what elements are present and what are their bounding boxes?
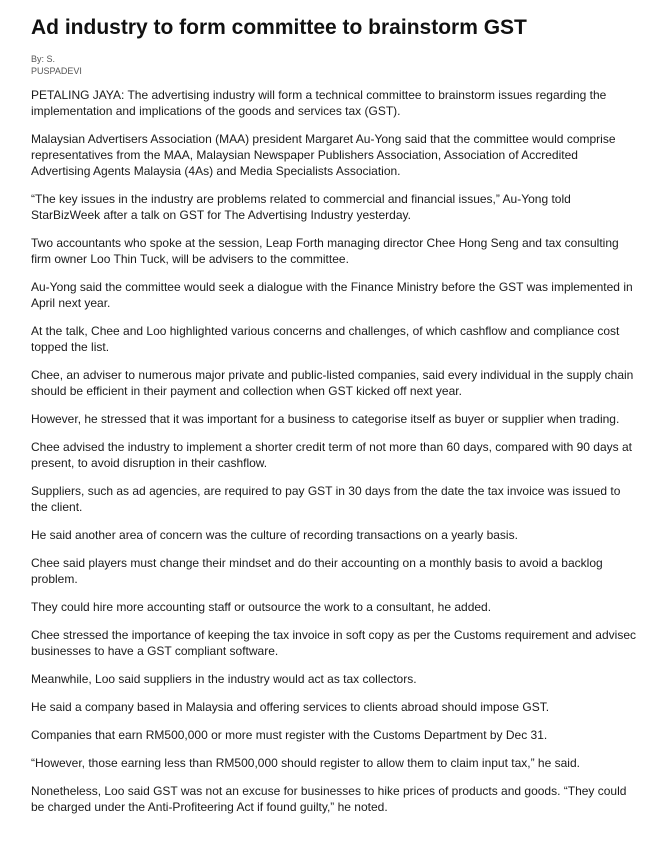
article-paragraph [31,411,659,427]
paragraph-line: Chee, an adviser to numerous major private and public-listed companies, said every individual in the supply chain [31,368,634,382]
article-paragraph [31,235,659,267]
paragraph-line: representatives from the MAA, Malaysian Newspaper Publishers Association, Association of Accredited [31,148,578,162]
paragraph-line: April next year. [31,296,111,310]
paragraph-line: firm owner Loo Thin Tuck, will be advisers to the committee. [31,252,349,266]
paragraph-line: topped the list. [31,340,110,354]
paragraph-line: Au-Yong said the committee would seek a dialogue with the Finance Ministry before the GST was implemented in [31,280,633,294]
paragraph-line: should be efficient in their payment and collection when GST kicked off next year. [31,384,462,398]
article-paragraph [31,87,659,119]
article-paragraph [31,527,659,543]
paragraph-line: “However, those earning less than RM500,000 should register to allow them to claim input tax,” he said. [31,756,580,770]
article-paragraph [31,439,659,471]
article-paragraph [31,755,659,771]
article-paragraph [31,727,659,743]
paragraph-line: Meanwhile, Loo said suppliers in the industry would act as tax collectors. [31,672,417,686]
paragraph-line: problem. [31,572,78,586]
paragraph-line: Malaysian Advertisers Association (MAA) president Margaret Au-Yong said that the committee would comprise [31,132,616,146]
paragraph-line: He said a company based in Malaysia and offering services to clients abroad should impose GST. [31,700,550,714]
paragraph-line: Chee advised the industry to implement a shorter credit term of not more than 60 days, compared with 90 days at [31,440,632,454]
paragraph-line: However, he stressed that it was important for a business to categorise itself as buyer or supplier when trading. [31,412,620,426]
paragraph-line: Chee stressed the importance of keeping the tax invoice in soft copy as per the Customs requirement and advisec [31,628,636,642]
byline-prefix: By: S. [31,54,56,64]
byline [31,53,659,77]
paragraph-line: Companies that earn RM500,000 or more must register with the Customs Department by Dec 31. [31,728,548,742]
paragraph-line: “The key issues in the industry are problems related to commercial and financial issues,” Au-Yong told [31,192,571,206]
article-body [31,87,659,815]
paragraph-line: businesses to have a GST compliant software. [31,644,279,658]
paragraph-line: He said another area of concern was the culture of recording transactions on a yearly basis. [31,528,518,542]
article-headline: Ad industry to form committee to brainstorm GST [31,16,527,39]
paragraph-line: StarBizWeek after a talk on GST for The Advertising Industry yesterday. [31,208,411,222]
article-paragraph [31,599,659,615]
paragraph-line: Nonetheless, Loo said GST was not an excuse for businesses to hike prices of products and goods. “They could [31,784,627,798]
article-paragraph [31,627,659,659]
paragraph-line: implementation and implications of the goods and services tax (GST). [31,104,401,118]
article-paragraph [31,555,659,587]
article-paragraph [31,191,659,223]
paragraph-line: present, to avoid disruption in their cashflow. [31,456,268,470]
byline-author: PUSPADEVI [31,66,82,76]
article-paragraph [31,279,659,311]
paragraph-line: PETALING JAYA: The advertising industry will form a technical committee to brainstorm issues regarding the [31,88,607,102]
article-paragraph [31,783,659,815]
article-paragraph [31,131,659,179]
paragraph-line: Chee said players must change their mindset and do their accounting on a monthly basis to avoid a backlog [31,556,603,570]
article-paragraph [31,671,659,687]
paragraph-line: At the talk, Chee and Loo highlighted various concerns and challenges, of which cashflow and compliance cost [31,324,620,338]
paragraph-line: the client. [31,500,83,514]
paragraph-line: Two accountants who spoke at the session, Leap Forth managing director Chee Hong Seng and tax consulting [31,236,619,250]
article-paragraph [31,323,659,355]
article-paragraph [31,483,659,515]
paragraph-line: Advertising Agents Malaysia (4As) and Media Specialists Association. [31,164,401,178]
paragraph-line: They could hire more accounting staff or outsource the work to a consultant, he added. [31,600,492,614]
article-paragraph [31,699,659,715]
paragraph-line: Suppliers, such as ad agencies, are required to pay GST in 30 days from the date the tax invoice was issued to [31,484,621,498]
article-paragraph [31,367,659,399]
paragraph-line: be charged under the Anti-Profiteering Act if found guilty,” he noted. [31,800,388,814]
